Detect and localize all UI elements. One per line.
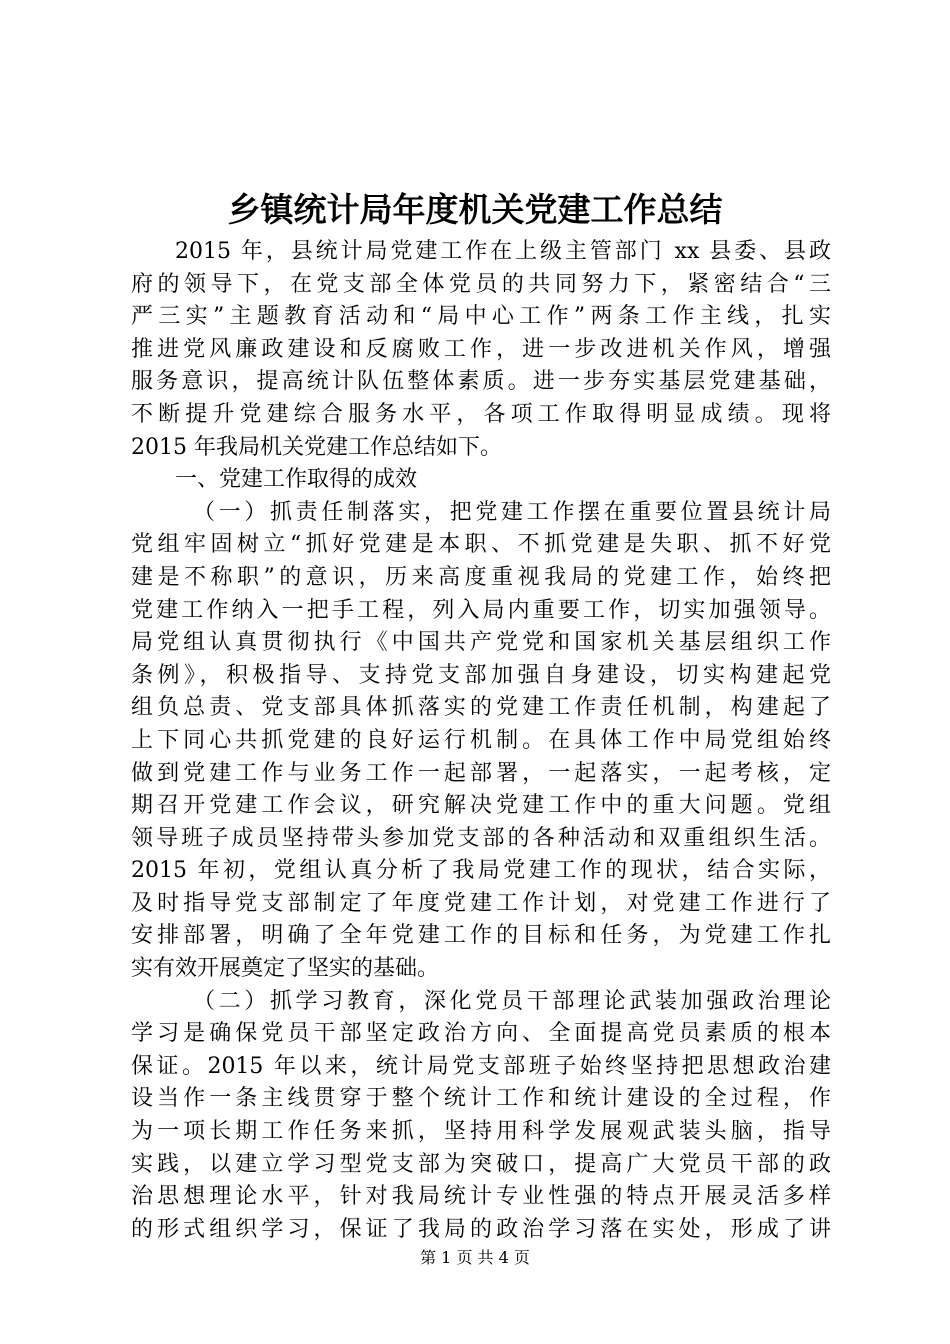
text-line: 局党组认真贯彻执行《中国共产党党和国家机关基层组织工作 (131, 630, 831, 656)
page-footer: 第 1 页 共 4 页 (420, 1248, 530, 1267)
text-line: （二）抓学习教育，深化党员干部理论武装加强政治理论 (193, 988, 831, 1014)
text-line: 条例》，积极指导、支持党支部加强自身建设，切实构建起党 (131, 662, 831, 688)
text-line: 严三实”主题教育活动和“局中心工作”两条工作主线，扎实 (131, 304, 831, 330)
text-line: 期召开党建工作会议，研究解决党建工作中的重大问题。党组 (131, 793, 831, 819)
text-line: 不断提升党建综合服务水平，各项工作取得明显成绩。现将 (131, 401, 831, 427)
text-line: 建是不称职”的意识，历来高度重视我局的党建工作，始终把 (131, 564, 831, 590)
text-line: 实有效开展奠定了坚实的基础。 (131, 956, 440, 982)
text-line: 服务意识，提高统计队伍整体素质。进一步夯实基层党建基础， (131, 369, 831, 395)
text-line: 组负总责、党支部具体抓落实的党建工作责任机制，构建起了 (131, 695, 831, 721)
text-line: 的形式组织学习，保证了我局的政治学习落在实处，形成了讲 (131, 1216, 831, 1242)
text-line: 2015 年，县统计局党建工作在上级主管部门 xx 县委、县政 (175, 239, 831, 264)
text-line: 安排部署，明确了全年党建工作的目标和任务，为党建工作扎 (131, 923, 831, 949)
text-line: 府的领导下，在党支部全体党员的共同努力下，紧密结合“三 (131, 271, 831, 297)
text-line: 党组牢固树立“抓好党建是本职、不抓党建是失职、抓不好党 (131, 532, 831, 558)
document-body (131, 236, 831, 1246)
text-line: 领导班子成员坚持带头参加党支部的各种活动和双重组织生活。 (131, 825, 831, 851)
document-title: 乡镇统计局年度机关党建工作总结 (227, 190, 723, 229)
text-line: 一、党建工作取得的成效 (175, 467, 418, 493)
text-line: 为一项长期工作任务来抓，坚持用科学发展观武装头脑，指导 (131, 1119, 831, 1145)
text-line: 做到党建工作与业务工作一起部署，一起落实，一起考核，定 (131, 760, 831, 786)
text-line: 保证。2015 年以来，统计局党支部班子始终坚持把思想政治建 (131, 1053, 831, 1079)
text-line: 2015 年初，党组认真分析了我局党建工作的现状，结合实际， (131, 858, 831, 884)
text-line: 学习是确保党员干部坚定政治方向、全面提高党员素质的根本 (131, 1021, 831, 1047)
text-line: 2015 年我局机关党建工作总结如下。 (131, 434, 502, 460)
text-line: 及时指导党支部制定了年度党建工作计划，对党建工作进行了 (131, 890, 831, 916)
text-line: （一）抓责任制落实，把党建工作摆在重要位置县统计局 (193, 499, 831, 525)
text-line: 治思想理论水平，针对我局统计专业性强的特点开展灵活多样 (131, 1184, 831, 1210)
text-line: 推进党风廉政建设和反腐败工作，进一步改进机关作风，增强 (131, 336, 831, 362)
text-line: 上下同心共抓党建的良好运行机制。在具体工作中局党组始终 (131, 727, 831, 753)
text-line: 实践，以建立学习型党支部为突破口，提高广大党员干部的政 (131, 1151, 831, 1177)
text-line: 党建工作纳入一把手工程，列入局内重要工作，切实加强领导。 (131, 597, 831, 623)
text-line: 设当作一条主线贯穿于整个统计工作和统计建设的全过程，作 (131, 1086, 831, 1112)
